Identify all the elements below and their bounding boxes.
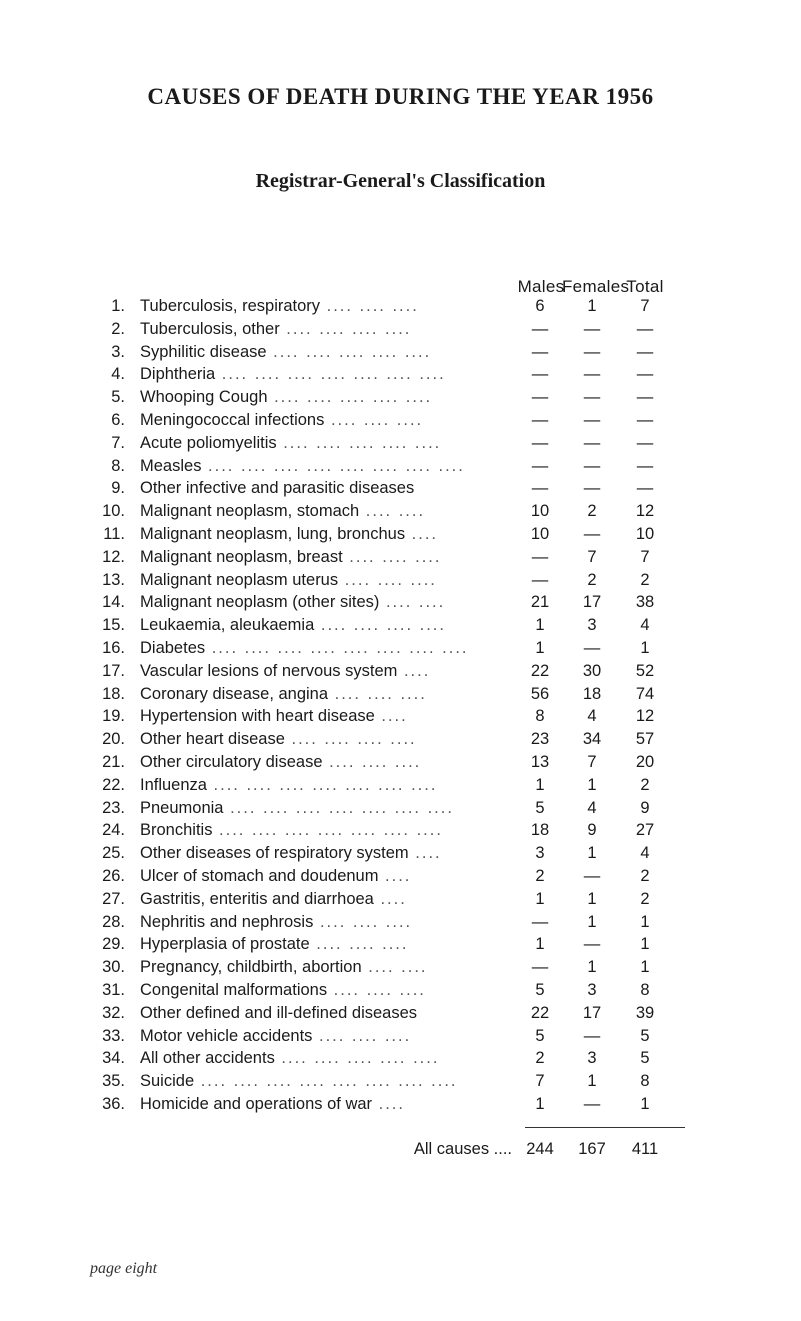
males-value: 3 [535, 844, 545, 863]
males-value: 56 [530, 684, 550, 703]
cause-cell [140, 1070, 515, 1093]
table-row [0, 591, 801, 614]
cause-cell [140, 797, 515, 820]
females-value: 3 [587, 616, 597, 635]
males-value: — [531, 365, 549, 384]
cause-cell [140, 705, 515, 728]
total-value: 5 [640, 1026, 650, 1045]
cause-label: Other circulatory disease [140, 752, 323, 771]
cause-label: Syphilitic disease [140, 342, 267, 361]
cause-label: Coronary disease, angina [140, 684, 329, 703]
males-value: 1 [535, 638, 545, 657]
cause-cell [140, 614, 515, 637]
males-value: — [531, 479, 549, 498]
cause-label: Other defined and ill-defined diseases [140, 1003, 418, 1022]
cause-label: Nephritis and nephrosis [140, 912, 314, 931]
leader-dots: .... [378, 866, 412, 885]
leader-dots: .... .... .... .... .... [267, 388, 433, 407]
cause-cell [140, 363, 515, 386]
females-value: 1 [587, 775, 597, 794]
males-value: 1 [535, 889, 545, 908]
cause-cell [140, 683, 515, 706]
table-row [0, 295, 801, 318]
leader-dots: .... .... .... [309, 935, 409, 954]
cause-cell [140, 842, 515, 865]
table-row [0, 683, 801, 706]
row-number: 36. [102, 1094, 125, 1113]
row-number: 31. [102, 980, 125, 999]
total-value: — [636, 410, 654, 429]
row-number: 25. [102, 844, 125, 863]
cause-label: Malignant neoplasm uterus [140, 570, 339, 589]
females-value: 9 [587, 821, 597, 840]
leader-dots: .... .... [359, 502, 426, 521]
page-footer: page eight [90, 1260, 158, 1277]
leader-dots: .... .... .... [322, 752, 422, 771]
males-value: 2 [535, 866, 545, 885]
leader-dots: .... .... .... .... [279, 319, 412, 338]
cause-cell [140, 911, 515, 934]
leader-dots: .... .... .... .... .... .... .... [215, 365, 446, 384]
females-value: — [583, 479, 601, 498]
cause-label: Acute poliomyelitis [140, 433, 277, 452]
cause-label: Meningococcal infections [140, 410, 325, 429]
row-number: 20. [102, 730, 125, 749]
leader-dots: .... .... .... [312, 1026, 412, 1045]
leader-dots: .... [408, 844, 442, 863]
total-value: — [636, 456, 654, 475]
table-row [0, 728, 801, 751]
page-title: CAUSES OF DEATH DURING THE YEAR 1956 [147, 84, 654, 109]
males-value: 13 [530, 752, 550, 771]
females-value: 3 [587, 1049, 597, 1068]
total-value: 20 [635, 752, 655, 771]
females-value: 1 [587, 912, 597, 931]
table-row [0, 1093, 801, 1116]
males-value: 5 [535, 1026, 545, 1045]
total-value: 7 [640, 547, 650, 566]
total-value: 38 [635, 593, 655, 612]
table-row [0, 911, 801, 934]
leader-dots: .... .... .... .... .... [266, 342, 432, 361]
females-value: — [583, 1026, 601, 1045]
leader-dots: .... .... .... .... .... .... .... .... [194, 1072, 458, 1091]
table-row [0, 705, 801, 728]
females-value: 7 [587, 547, 597, 566]
females-value: — [583, 433, 601, 452]
cause-cell [140, 455, 515, 478]
total-value: 57 [635, 730, 655, 749]
row-number: 3. [111, 342, 125, 361]
males-value: — [531, 547, 549, 566]
table-row [0, 1047, 801, 1070]
females-value: 4 [587, 798, 597, 817]
table-row [0, 409, 801, 432]
cause-label: Vascular lesions of nervous system [140, 661, 398, 680]
cause-label: Influenza [140, 775, 207, 794]
total-value: 8 [640, 980, 650, 999]
total-value: 4 [640, 844, 650, 863]
males-value: 7 [535, 1072, 545, 1091]
row-number: 22. [102, 775, 125, 794]
cause-label: Gastritis, enteritis and diarrhoea [140, 889, 374, 908]
cause-label: Leukaemia, aleukaemia [140, 616, 315, 635]
cause-cell [140, 979, 515, 1002]
cause-cell [140, 865, 515, 888]
row-number: 9. [111, 479, 125, 498]
cause-cell [140, 728, 515, 751]
table-row [0, 797, 801, 820]
row-number: 8. [111, 456, 125, 475]
leader-dots: .... .... .... .... .... .... .... [212, 821, 443, 840]
row-number: 10. [102, 502, 125, 521]
males-value: 23 [530, 730, 550, 749]
cause-cell [140, 888, 515, 911]
cause-label: Diphtheria [140, 365, 216, 384]
row-number: 23. [102, 798, 125, 817]
total-value: — [636, 388, 654, 407]
males-value: 22 [530, 1003, 550, 1022]
table-row [0, 660, 801, 683]
males-value: 10 [530, 524, 550, 543]
totals-total: 411 [631, 1140, 659, 1158]
leader-dots: .... .... .... [320, 297, 419, 315]
cause-label: Other heart disease [140, 730, 285, 749]
females-value: 1 [587, 1072, 597, 1091]
table-row [0, 1025, 801, 1048]
row-number: 1. [111, 297, 125, 315]
cause-cell [140, 523, 515, 546]
males-value: 6 [535, 297, 545, 315]
total-value: — [636, 433, 654, 452]
row-number: 11. [103, 524, 125, 543]
leader-dots: .... .... .... [324, 410, 424, 429]
totals-row [0, 1138, 801, 1160]
leader-dots: .... .... .... .... .... .... .... [223, 798, 454, 817]
males-value: — [531, 912, 549, 931]
cause-label: Hyperplasia of prostate [140, 935, 310, 954]
females-value: 3 [587, 980, 597, 999]
females-value: — [583, 524, 601, 543]
total-value: 27 [635, 821, 655, 840]
leader-dots: .... .... .... [342, 547, 442, 566]
cause-label: Ulcer of stomach and doudenum [140, 866, 379, 885]
cause-label: Homicide and operations of war [140, 1094, 373, 1113]
females-value: 1 [587, 889, 597, 908]
cause-cell [140, 546, 515, 569]
cause-cell [140, 409, 515, 432]
table-row [0, 956, 801, 979]
leader-dots: .... [405, 524, 439, 543]
females-value: — [583, 319, 601, 338]
leader-dots: .... .... .... .... .... [276, 433, 442, 452]
females-value: — [583, 342, 601, 361]
males-value: 1 [535, 616, 545, 635]
males-value: — [531, 958, 549, 977]
females-value: 30 [582, 661, 602, 680]
row-number: 33. [102, 1026, 125, 1045]
females-value: — [583, 1094, 601, 1113]
cause-cell [140, 477, 515, 500]
leader-dots: .... .... .... .... [314, 616, 446, 635]
cause-label: Bronchitis [140, 821, 213, 840]
total-value: — [636, 342, 654, 361]
males-value: 8 [535, 707, 545, 726]
cause-cell [140, 341, 515, 364]
cause-label: Malignant neoplasm, breast [140, 547, 343, 566]
table-row [0, 477, 801, 500]
table-row [0, 614, 801, 637]
cause-label: Tuberculosis, respiratory [140, 297, 321, 315]
leader-dots: .... .... .... [338, 570, 437, 589]
cause-cell [140, 637, 515, 660]
females-value: — [583, 388, 601, 407]
cause-cell [140, 1025, 515, 1048]
cause-cell [140, 819, 515, 842]
males-value: — [531, 319, 549, 338]
cause-cell [140, 1002, 515, 1025]
leader-dots: .... .... .... .... .... [274, 1049, 440, 1068]
leader-dots: .... .... .... [313, 912, 413, 931]
table-row [0, 455, 801, 478]
females-value: — [583, 935, 601, 954]
total-rule [525, 1127, 685, 1128]
cause-cell [140, 386, 515, 409]
females-value: 1 [587, 958, 597, 977]
leader-dots: .... .... .... .... .... .... .... [206, 775, 438, 794]
cause-label: Malignant neoplasm, stomach [140, 502, 360, 521]
cause-label: Malignant neoplasm (other sites) [140, 593, 380, 612]
table-row [0, 1070, 801, 1093]
total-value: 52 [635, 661, 655, 680]
cause-label: Suicide [140, 1072, 195, 1091]
females-value: 4 [587, 707, 597, 726]
males-value: 21 [530, 593, 550, 612]
males-value: 22 [530, 661, 550, 680]
cause-cell [140, 295, 515, 318]
totals-females: 167 [578, 1140, 606, 1158]
table-row [0, 751, 801, 774]
table-row [0, 523, 801, 546]
row-number: 30. [102, 958, 125, 977]
females-value: 18 [582, 684, 602, 703]
total-value: 4 [640, 616, 650, 635]
row-number: 21. [102, 752, 125, 771]
column-header-females: Females [562, 277, 630, 296]
females-value: — [583, 456, 601, 475]
males-value: 10 [530, 502, 550, 521]
leader-dots: .... .... .... .... [284, 730, 417, 749]
row-number: 6. [111, 410, 125, 429]
cause-label: Pneumonia [140, 798, 224, 817]
row-number: 32. [102, 1003, 125, 1022]
females-value: — [583, 410, 601, 429]
table-row [0, 819, 801, 842]
table-row [0, 979, 801, 1002]
leader-dots: .... [372, 1094, 405, 1113]
row-number: 26. [102, 866, 125, 885]
leader-dots: .... .... [379, 593, 446, 612]
page-subtitle: Registrar-General's Classification [255, 170, 546, 192]
table-row [0, 386, 801, 409]
total-value: 10 [635, 524, 655, 543]
leader-dots: .... [374, 707, 408, 726]
leader-dots: .... .... .... [327, 980, 426, 999]
cause-cell [140, 956, 515, 979]
females-value: 7 [587, 752, 597, 771]
total-value: 1 [640, 912, 650, 931]
males-value: — [531, 433, 549, 452]
row-number: 2. [111, 319, 125, 338]
cause-cell [140, 500, 515, 523]
cause-cell [140, 751, 515, 774]
cause-cell [140, 933, 515, 956]
row-number: 19. [102, 707, 125, 726]
totals-males: 244 [526, 1140, 554, 1158]
total-value: 5 [640, 1049, 650, 1068]
females-value: 17 [582, 593, 602, 612]
total-value: 7 [640, 297, 650, 315]
total-value: 2 [640, 775, 650, 794]
cause-label: Pregnancy, childbirth, abortion [140, 958, 362, 977]
cause-label: Measles [140, 456, 202, 475]
total-value: 1 [640, 958, 650, 977]
column-header-total: Total [626, 277, 664, 296]
row-number: 13. [102, 570, 125, 589]
females-value: — [583, 638, 601, 657]
row-number: 29. [102, 935, 125, 954]
row-number: 5. [111, 388, 125, 407]
cause-cell [140, 432, 515, 455]
males-value: — [531, 570, 549, 589]
total-value: 1 [640, 638, 650, 657]
total-value: 74 [635, 684, 655, 703]
females-value: 34 [582, 730, 602, 749]
table-row [0, 363, 801, 386]
causes-table [0, 295, 801, 1116]
table-row [0, 888, 801, 911]
males-value: 1 [535, 935, 545, 954]
row-number: 34. [102, 1049, 125, 1068]
row-number: 12. [102, 547, 125, 566]
males-value: — [531, 342, 549, 361]
cause-cell [140, 1093, 515, 1116]
males-value: 18 [530, 821, 550, 840]
females-value: 17 [582, 1003, 602, 1022]
row-number: 15. [102, 616, 125, 635]
females-value: — [583, 866, 601, 885]
cause-cell [140, 1047, 515, 1070]
totals-label: All causes .... [413, 1140, 512, 1158]
table-row [0, 500, 801, 523]
table-row [0, 842, 801, 865]
row-number: 4. [111, 365, 125, 384]
cause-cell [140, 660, 515, 683]
table-row [0, 318, 801, 341]
females-value: 1 [587, 297, 597, 315]
leader-dots: .... .... .... .... .... .... .... .... [205, 638, 469, 657]
row-number: 27. [102, 889, 125, 908]
males-value: 2 [535, 1049, 545, 1068]
males-value: 1 [535, 1094, 545, 1113]
total-value: 2 [640, 866, 650, 885]
cause-label: Whooping Cough [140, 388, 268, 407]
total-value: 2 [640, 570, 650, 589]
total-value: 1 [640, 1094, 650, 1113]
leader-dots: .... .... .... [328, 684, 427, 703]
row-number: 24. [102, 821, 125, 840]
total-value: — [636, 365, 654, 384]
row-number: 16. [102, 638, 125, 657]
table-row [0, 546, 801, 569]
cause-label: Other diseases of respiratory system [140, 844, 409, 863]
table-row [0, 432, 801, 455]
row-number: 35. [102, 1072, 125, 1091]
cause-cell [140, 774, 515, 797]
males-value: 5 [535, 980, 545, 999]
males-value: — [531, 410, 549, 429]
table-row [0, 569, 801, 592]
females-value: — [583, 365, 601, 384]
total-value: 12 [635, 707, 655, 726]
total-value: 12 [635, 502, 655, 521]
females-value: 2 [587, 570, 597, 589]
females-value: 1 [587, 844, 597, 863]
total-value: — [636, 479, 654, 498]
cause-label: Motor vehicle accidents [140, 1026, 313, 1045]
leader-dots: .... [373, 889, 407, 908]
cause-label: Tuberculosis, other [140, 319, 280, 338]
total-value: — [636, 319, 654, 338]
total-value: 1 [640, 935, 650, 954]
males-value: 5 [535, 798, 545, 817]
cause-label: Congenital malformations [140, 980, 328, 999]
row-number: 7. [111, 433, 125, 452]
females-value: 2 [587, 502, 597, 521]
leader-dots: .... [397, 661, 431, 680]
table-row [0, 1002, 801, 1025]
table-row [0, 341, 801, 364]
row-number: 14. [102, 593, 125, 612]
column-header-males: Males [517, 277, 565, 296]
total-value: 2 [640, 889, 650, 908]
cause-cell [140, 569, 515, 592]
males-value: — [531, 388, 549, 407]
total-value: 39 [635, 1003, 655, 1022]
leader-dots: .... .... .... .... .... .... .... .... [201, 456, 465, 475]
table-row [0, 774, 801, 797]
row-number: 17. [102, 661, 125, 680]
cause-cell [140, 591, 515, 614]
leader-dots: .... .... [361, 958, 428, 977]
total-value: 8 [640, 1072, 650, 1091]
males-value: — [531, 456, 549, 475]
row-number: 28. [102, 912, 125, 931]
cause-label: Hypertension with heart disease [140, 707, 375, 726]
table-row [0, 933, 801, 956]
cause-label: Diabetes [140, 638, 206, 657]
row-number: 18. [102, 684, 125, 703]
cause-label: Malignant neoplasm, lung, bronchus [140, 524, 406, 543]
cause-label: Other infective and parasitic diseases [140, 479, 415, 498]
cause-cell [140, 318, 515, 341]
males-value: 1 [535, 775, 545, 794]
total-value: 9 [640, 798, 650, 817]
table-row [0, 637, 801, 660]
table-row [0, 865, 801, 888]
cause-label: All other accidents [140, 1049, 275, 1068]
